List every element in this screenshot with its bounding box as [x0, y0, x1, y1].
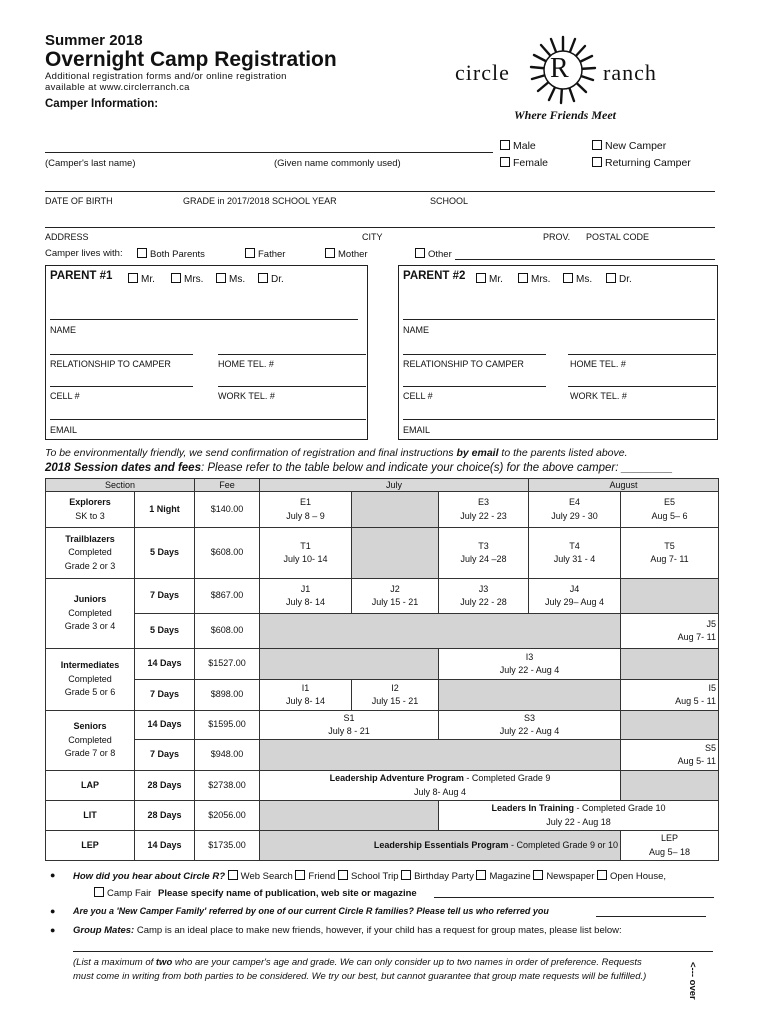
session-s3[interactable]: S3 July 22 - Aug 4: [439, 711, 621, 740]
group-mates-question: Group Mates: Camp is an ideal place to make new friends, however, if your child has a request for group mates, please list below:: [73, 925, 622, 936]
email-confirmation-note: To be environmentally friendly, we send confirmation of registration and final instructions by email to the parents listed above.: [45, 447, 628, 459]
camper-given-name-label: (Given name commonly used): [274, 158, 401, 169]
parent2-cell-line[interactable]: [403, 386, 546, 387]
parent1-email-line[interactable]: [50, 419, 366, 420]
seniors-length-7: 7 Days: [135, 740, 195, 771]
juniors-length-7: 7 Days: [135, 579, 195, 614]
parent2-email-label: EMAIL: [403, 425, 431, 435]
explorers-fee: $140.00: [195, 492, 260, 528]
friend-checkbox[interactable]: Friend: [295, 871, 335, 882]
city-label: CITY: [362, 232, 383, 242]
session-lit[interactable]: Leaders In Training - Completed Grade 10 July 22 - Aug 18: [439, 801, 719, 831]
year-label: Summer 2018: [45, 32, 143, 49]
camper-last-name-label: (Camper's last name): [45, 158, 136, 169]
group-mates-note-2: must come in writing from both parties to be considered. We try our best, but cannot guarantee that group mate requests will be fulfilled.): [73, 971, 647, 982]
dob-line[interactable]: [45, 191, 715, 192]
parent2-work-tel-label: WORK TEL. #: [570, 391, 627, 401]
both-parents-checkbox[interactable]: Both Parents: [137, 248, 205, 260]
parent1-mrs-checkbox[interactable]: Mrs.: [171, 273, 203, 285]
session-heading: 2018 Session dates and fees: Please refer to the table below and indicate your choice(s) for the above camper: ________: [45, 462, 673, 474]
school-trip-checkbox[interactable]: School Trip: [338, 871, 399, 882]
returning-camper-checkbox[interactable]: Returning Camper: [592, 157, 691, 169]
header-july: July: [260, 479, 529, 492]
group-mates-note-1: (List a maximum of two who are your camper's age and grade. We can only consider up to two names in order of preference. Requests: [73, 957, 642, 968]
parent2-email-line[interactable]: [403, 419, 715, 420]
parent2-relationship-label: RELATIONSHIP TO CAMPER: [403, 359, 524, 369]
parent1-name-label: NAME: [50, 325, 77, 335]
lit-fee: $2056.00: [195, 801, 260, 831]
parent1-work-tel-line[interactable]: [218, 386, 366, 387]
table-row: [46, 711, 719, 740]
page-title: Overnight Camp Registration: [45, 48, 337, 71]
registration-note: Additional registration forms and/or online registration: [45, 71, 287, 82]
parent2-ms-checkbox[interactable]: Ms.: [563, 273, 592, 285]
school-label: SCHOOL: [430, 196, 469, 206]
web-search-checkbox[interactable]: Web Search: [228, 871, 293, 882]
parent2-work-tel-line[interactable]: [568, 386, 716, 387]
parent1-mr-checkbox[interactable]: Mr.: [128, 273, 155, 285]
empty-cell: [260, 740, 621, 771]
table-row: [46, 528, 719, 579]
other-line[interactable]: [455, 259, 715, 260]
lives-with-label: Camper lives with:: [45, 248, 123, 259]
parent1-home-tel-label: HOME TEL. #: [218, 359, 274, 369]
session-lep-program: Leadership Essentials Program - Completed Grade 9 or 10: [260, 831, 621, 861]
empty-cell: [352, 492, 439, 528]
hear-about-question: How did you hear about Circle R? Web Search Friend School Trip Birthday Party Magazine Newspaper Open House,: [73, 871, 666, 882]
session-lep[interactable]: LEP Aug 5– 18: [621, 831, 719, 861]
address-label: ADDRESS: [45, 232, 89, 242]
session-i2[interactable]: I2 July 15 - 21: [352, 680, 439, 711]
logo-circle-text: circle: [455, 60, 510, 85]
parent1-email-label: EMAIL: [50, 425, 78, 435]
session-j2[interactable]: J2 July 15 - 21: [352, 579, 439, 614]
publication-line[interactable]: [434, 897, 714, 898]
name-line[interactable]: [45, 152, 493, 153]
session-i5[interactable]: I5 Aug 5 - 11: [621, 680, 719, 711]
referral-question: Are you a 'New Camper Family' referred by one of our current Circle R families? Please tell us who referred you: [73, 906, 549, 916]
open-house-checkbox[interactable]: Open House,: [597, 871, 666, 882]
session-t4[interactable]: T4 July 31 - 4: [529, 528, 621, 579]
table-row: [46, 614, 719, 649]
dob-label: DATE OF BIRTH: [45, 196, 113, 206]
session-e3[interactable]: E3 July 22 - 23: [439, 492, 529, 528]
bullet-icon: ●: [50, 906, 56, 916]
parent1-cell-line[interactable]: [50, 386, 193, 387]
camp-fair-checkbox[interactable]: Camp Fair: [94, 888, 151, 899]
intermediates-section: Intermediates Completed Grade 5 or 6: [46, 649, 135, 711]
lep-fee: $1735.00: [195, 831, 260, 861]
session-table: [45, 478, 719, 861]
empty-cell: [260, 614, 621, 649]
parent2-relationship-line[interactable]: [403, 354, 546, 355]
session-j1[interactable]: J1 July 8- 14: [260, 579, 352, 614]
parent2-name-label: NAME: [403, 325, 430, 335]
parent1-box: [45, 265, 368, 440]
intermediates-fee-7: $898.00: [195, 680, 260, 711]
parent1-work-tel-label: WORK TEL. #: [218, 391, 275, 401]
parent2-home-tel-label: HOME TEL. #: [570, 359, 626, 369]
seniors-fee-14: $1595.00: [195, 711, 260, 740]
session-i1[interactable]: I1 July 8- 14: [260, 680, 352, 711]
logo-tagline: Where Friends Meet: [514, 108, 616, 122]
grade-label: GRADE in 2017/2018 SCHOOL YEAR: [183, 196, 337, 206]
father-checkbox[interactable]: Father: [245, 248, 285, 260]
referral-line[interactable]: [596, 916, 706, 917]
intermediates-length-14: 14 Days: [135, 649, 195, 680]
mother-checkbox[interactable]: Mother: [325, 248, 368, 260]
new-camper-checkbox[interactable]: New Camper: [592, 140, 666, 152]
empty-cell: [621, 711, 719, 740]
parent1-home-tel-line[interactable]: [218, 354, 366, 355]
registration-url: available at www.circlerranch.ca: [45, 82, 190, 93]
table-row: [46, 649, 719, 680]
session-j3[interactable]: J3 July 22 - 28: [439, 579, 529, 614]
lit-length: 28 Days: [135, 801, 195, 831]
header-august: August: [529, 479, 719, 492]
parent2-box: [398, 265, 718, 440]
parent1-dr-checkbox[interactable]: Dr.: [258, 273, 284, 285]
lap-section: LAP: [46, 771, 135, 801]
camp-fair-row: Camp Fair Please specify name of publication, web site or magazine: [94, 887, 417, 899]
parent2-title: PARENT #2: [403, 270, 466, 282]
lep-section: LEP: [46, 831, 135, 861]
table-row: [46, 831, 719, 861]
seniors-section: Seniors Completed Grade 7 or 8: [46, 711, 135, 771]
empty-cell: [260, 649, 439, 680]
empty-cell: [439, 680, 621, 711]
other-checkbox[interactable]: Other: [415, 248, 452, 260]
juniors-length-5: 5 Days: [135, 614, 195, 649]
empty-cell: [352, 528, 439, 579]
parent1-cell-label: CELL #: [50, 391, 80, 401]
parent2-mr-checkbox[interactable]: Mr.: [476, 273, 503, 285]
lit-section: LIT: [46, 801, 135, 831]
seniors-length-14: 14 Days: [135, 711, 195, 740]
postal-code-label: POSTAL CODE: [586, 232, 650, 242]
newspaper-checkbox[interactable]: Newspaper: [533, 871, 594, 882]
session-e1[interactable]: E1 July 8 – 9: [260, 492, 352, 528]
logo-ranch-text: ranch: [603, 60, 657, 85]
session-j4[interactable]: J4 July 29– Aug 4: [529, 579, 621, 614]
juniors-fee-7: $867.00: [195, 579, 260, 614]
male-checkbox[interactable]: Male: [500, 140, 536, 152]
header-fee: Fee: [195, 479, 260, 492]
session-e5[interactable]: E5 Aug 5– 6: [621, 492, 719, 528]
bullet-icon: ●: [50, 925, 56, 935]
parent2-home-tel-line[interactable]: [568, 354, 716, 355]
parent1-name-line[interactable]: [50, 319, 358, 320]
magazine-checkbox[interactable]: Magazine: [476, 871, 530, 882]
table-row: [46, 771, 719, 801]
session-e4[interactable]: E4 July 29 - 30: [529, 492, 621, 528]
explorers-length: 1 Night: [135, 492, 195, 528]
parent2-name-line[interactable]: [403, 319, 715, 320]
trailblazers-section: Trailblazers Completed Grade 2 or 3: [46, 528, 135, 579]
lap-length: 28 Days: [135, 771, 195, 801]
session-i3[interactable]: I3 July 22 - Aug 4: [439, 649, 621, 680]
table-row: [46, 579, 719, 614]
lap-fee: $2738.00: [195, 771, 260, 801]
juniors-section: Juniors Completed Grade 3 or 4: [46, 579, 135, 649]
explorers-section: Explorers SK to 3: [46, 492, 135, 528]
group-mates-line[interactable]: [73, 951, 713, 952]
juniors-fee-5: $608.00: [195, 614, 260, 649]
logo-r-letter: R: [550, 53, 569, 84]
parent2-dr-checkbox[interactable]: Dr.: [606, 273, 632, 285]
table-row: [46, 740, 719, 771]
birthday-party-checkbox[interactable]: Birthday Party: [401, 871, 474, 882]
parent1-title: PARENT #1: [50, 270, 113, 282]
empty-cell: [621, 771, 719, 801]
bullet-icon: ●: [50, 870, 56, 880]
intermediates-fee-14: $1527.00: [195, 649, 260, 680]
session-lap[interactable]: Leadership Adventure Program - Completed Grade 9 July 8- Aug 4: [260, 771, 621, 801]
parent2-mrs-checkbox[interactable]: Mrs.: [518, 273, 550, 285]
camper-info-heading: Camper Information:: [45, 98, 159, 110]
session-s5[interactable]: S5 Aug 5- 11: [621, 740, 719, 771]
empty-cell: [621, 649, 719, 680]
parent2-cell-label: CELL #: [403, 391, 433, 401]
session-t1[interactable]: T1 July 10- 14: [260, 528, 352, 579]
session-t5[interactable]: T5 Aug 7- 11: [621, 528, 719, 579]
session-t3[interactable]: T3 July 24 –28: [439, 528, 529, 579]
session-j5[interactable]: J5 Aug 7- 11: [621, 614, 719, 649]
address-line[interactable]: [45, 227, 715, 228]
header-section: Section: [46, 479, 195, 492]
seniors-fee-7: $948.00: [195, 740, 260, 771]
table-row: [46, 801, 719, 831]
table-row: [46, 492, 719, 528]
parent1-relationship-label: RELATIONSHIP TO CAMPER: [50, 359, 171, 369]
table-row: [46, 680, 719, 711]
prov-label: PROV.: [543, 232, 571, 242]
over-arrow: <--- over: [687, 962, 698, 1000]
intermediates-length-7: 7 Days: [135, 680, 195, 711]
trailblazers-fee: $608.00: [195, 528, 260, 579]
parent1-ms-checkbox[interactable]: Ms.: [216, 273, 245, 285]
trailblazers-length: 5 Days: [135, 528, 195, 579]
parent1-relationship-line[interactable]: [50, 354, 193, 355]
session-s1[interactable]: S1 July 8 - 21: [260, 711, 439, 740]
lep-length: 14 Days: [135, 831, 195, 861]
empty-cell: [260, 801, 439, 831]
female-checkbox[interactable]: Female: [500, 157, 548, 169]
empty-cell: [621, 579, 719, 614]
